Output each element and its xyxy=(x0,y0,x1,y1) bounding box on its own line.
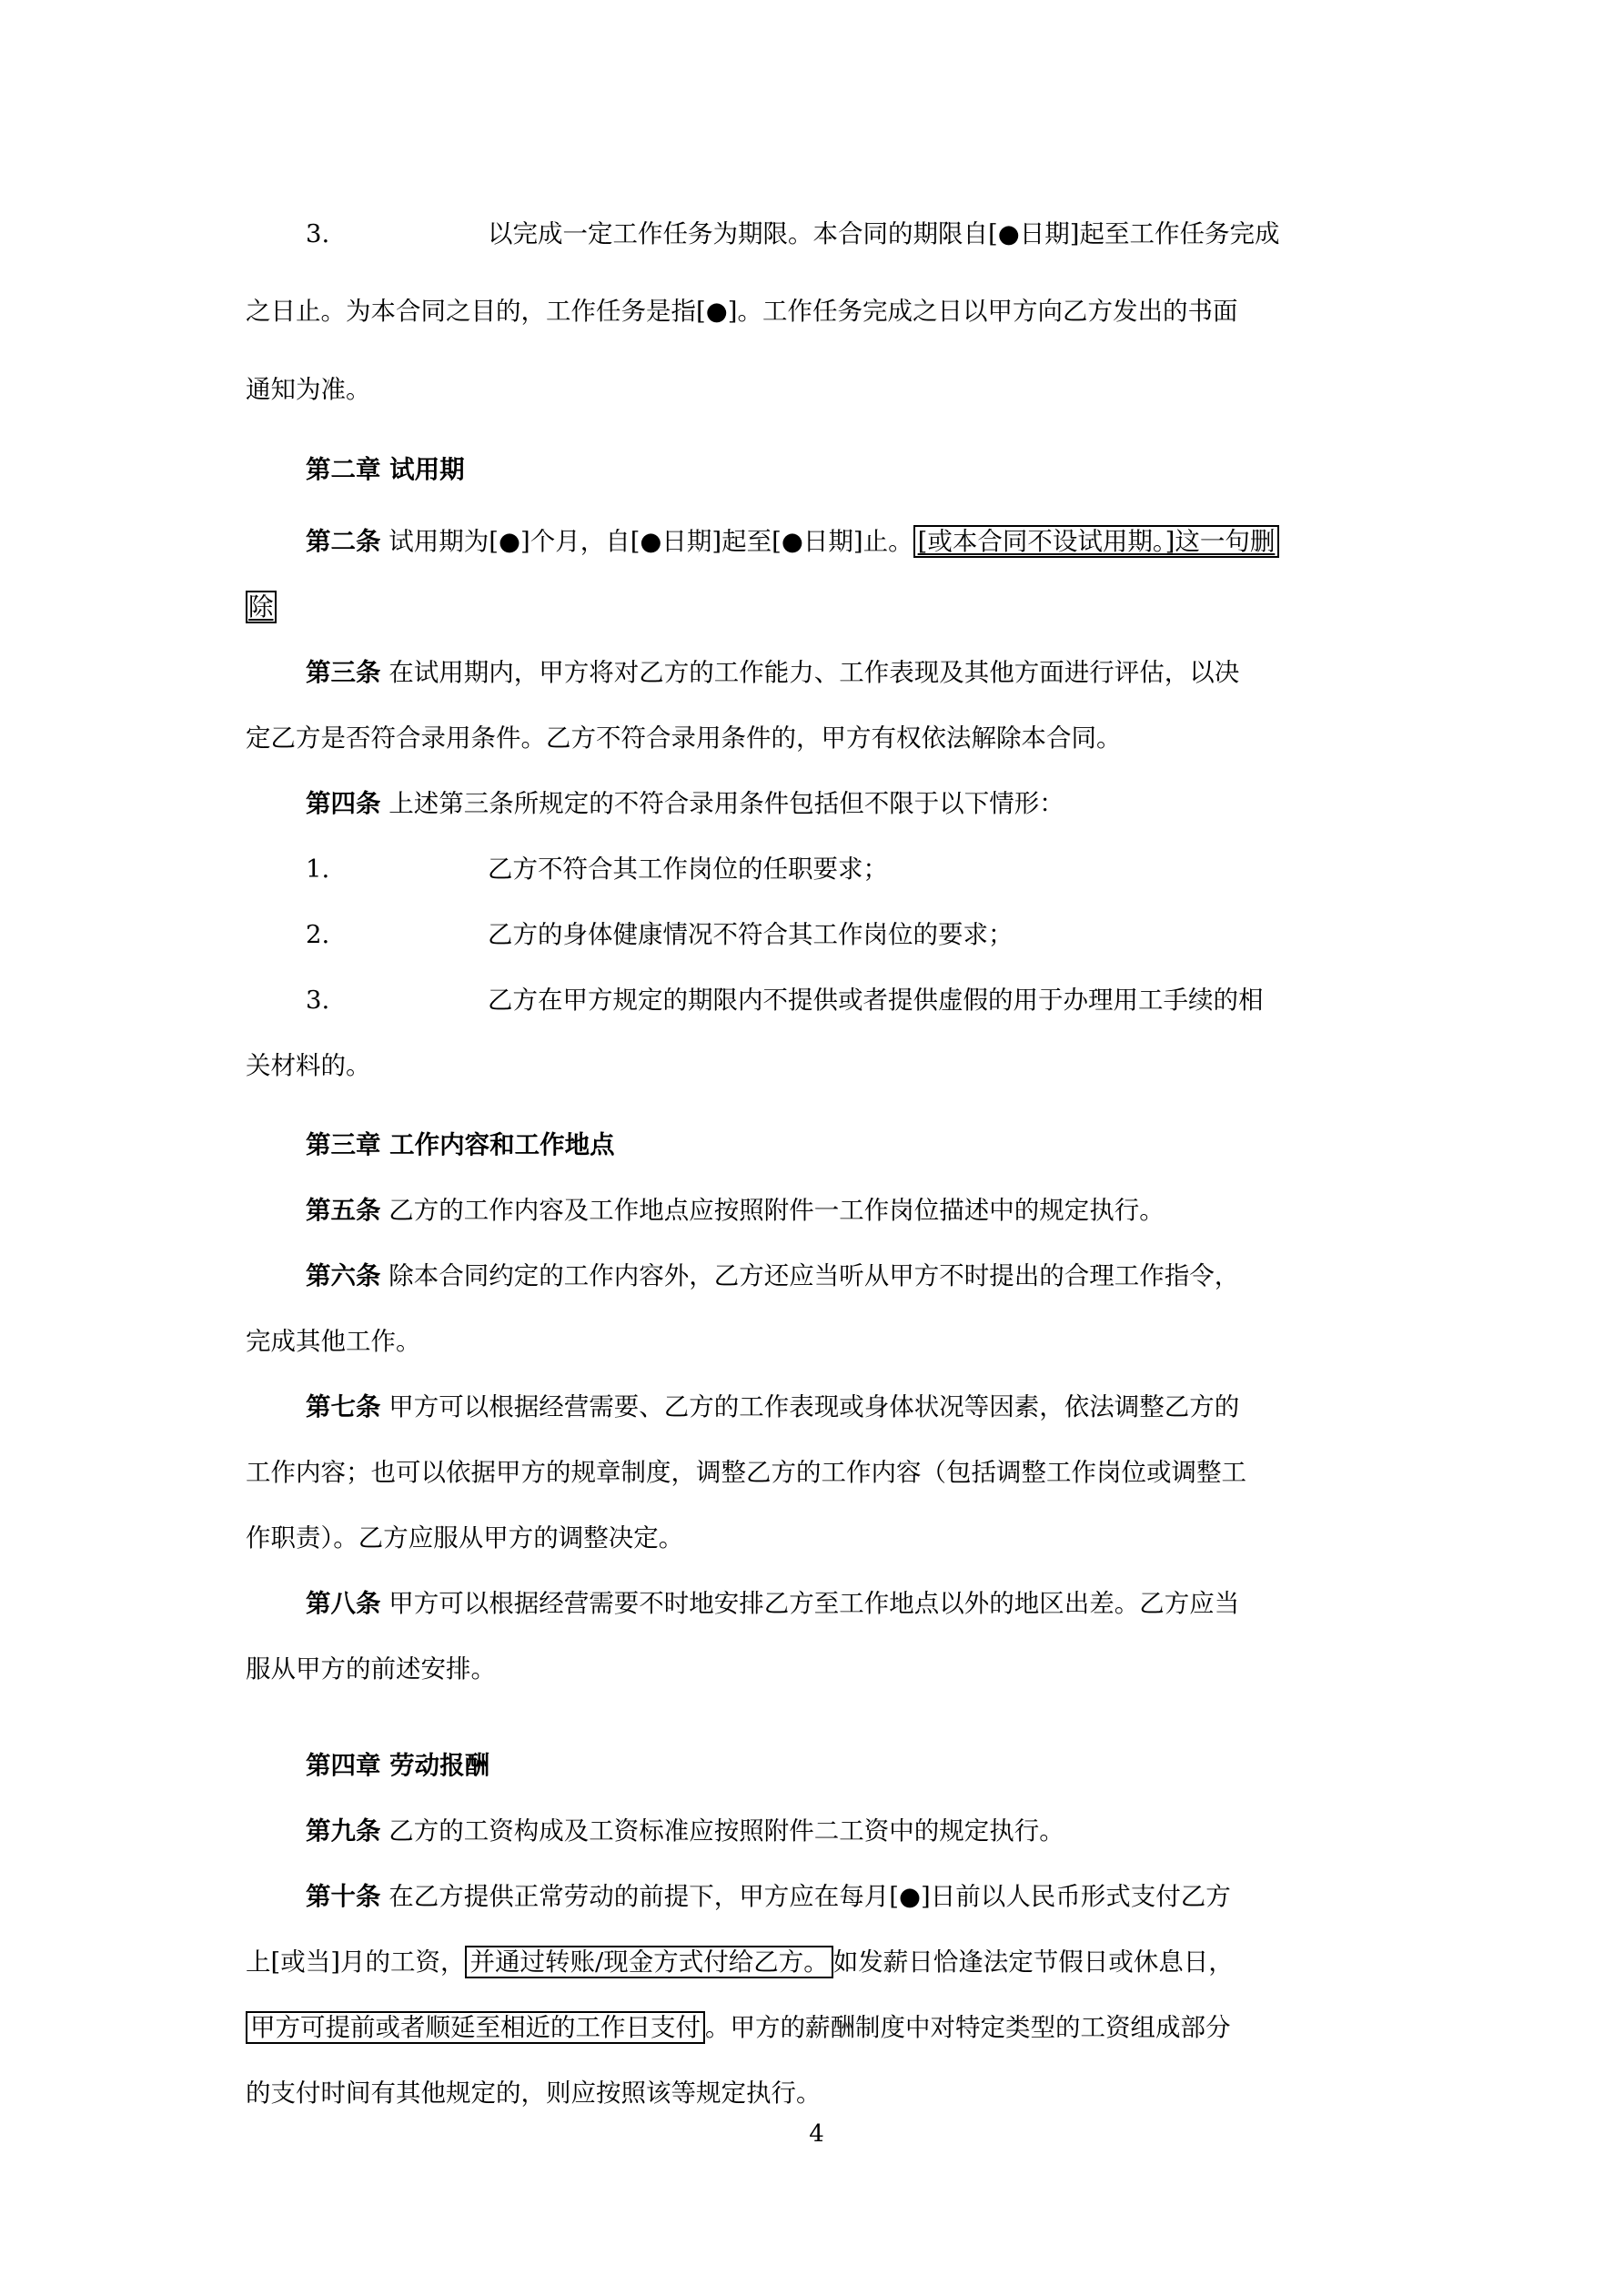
list-number: 3. xyxy=(306,986,330,1015)
list-item: 3. 乙方在甲方规定的期限内不提供或者提供虚假的用于办理用工手续的相 xyxy=(246,967,1447,1033)
list-number: 2. xyxy=(306,920,330,949)
list-number: 3. xyxy=(306,219,330,248)
list-item-cont: 关材料的。 xyxy=(246,1051,371,1080)
list-item: 2. 乙方的身体健康情况不符合其工作岗位的要求； xyxy=(246,902,1447,967)
boxed-deletion-note-cont: 除 xyxy=(246,591,277,623)
article-7-line1: 第七条 甲方可以根据经营需要、乙方的工作表现或身体状况等因素，依法调整乙方的 xyxy=(306,1392,1240,1421)
article-10-line2: 上[或当]月的工资， 并通过转账/现金方式付给乙方。 如发薪日恰逢法定节假日或休息日， xyxy=(246,1947,1234,1977)
article-10-line3: 甲方可提前或者顺延至相近的工作日支付 。甲方的薪酬制度中对特定类型的工资组成部分 xyxy=(246,1995,1387,2060)
chapter-title: 第四章 劳动报酬 xyxy=(306,1751,490,1780)
article-2-cont xyxy=(246,574,1387,640)
list-item-3-line3: 通知为准。 xyxy=(246,375,371,404)
article-4: 第四条 上述第三条所规定的不符合录用条件包括但不限于以下情形： xyxy=(306,789,1064,818)
article-label: 第四条 xyxy=(306,789,381,818)
article-6-line2: 完成其他工作。 xyxy=(246,1327,421,1356)
list-number: 1. xyxy=(306,855,330,884)
article-3-line1: 第三条 在试用期内，甲方将对乙方的工作能力、工作表现及其他方面进行评估，以决 xyxy=(306,658,1240,687)
article-6-line1: 第六条 除本合同约定的工作内容外，乙方还应当听从甲方不时提出的合理工作指令， xyxy=(306,1261,1240,1290)
boxed-payment-method: 并通过转账/现金方式付给乙方。 xyxy=(465,1946,832,1978)
article-label: 第三条 xyxy=(306,658,381,687)
article-8-line2: 服从甲方的前述安排。 xyxy=(246,1654,496,1684)
article-7-line3: 作职责）。乙方应服从甲方的调整决定。 xyxy=(246,1523,684,1553)
page-number: 4 xyxy=(809,2120,824,2148)
boxed-payment-adjustment: 甲方可提前或者顺延至相近的工作日支付 xyxy=(246,2011,705,2044)
article-5: 第五条 乙方的工作内容及工作地点应按照附件一工作岗位描述中的规定执行。 xyxy=(306,1196,1165,1225)
article-label: 第五条 xyxy=(306,1196,381,1225)
chapter-title: 第二章 试用期 xyxy=(306,455,465,484)
article-label: 第七条 xyxy=(306,1392,381,1421)
article-8-line1: 第八条 甲方可以根据经营需要不时地安排乙方至工作地点以外的地区出差。乙方应当 xyxy=(306,1589,1240,1618)
article-label: 第二条 xyxy=(306,527,381,556)
boxed-deletion-note: [或本合同不设试用期。]这一句删 xyxy=(913,525,1280,558)
chapter-title: 第三章 工作内容和工作地点 xyxy=(306,1130,615,1159)
article-2: 第二条 试用期为[●]个月，自[●日期]起至[●日期]止。 [或本合同不设试用期。]这一句删 xyxy=(246,509,1447,574)
article-label: 第十条 xyxy=(306,1882,381,1911)
article-3-line2: 定乙方是否符合录用条件。乙方不符合录用条件的，甲方有权依法解除本合同。 xyxy=(246,723,1122,753)
article-label: 第六条 xyxy=(306,1261,381,1290)
list-item-3-line1: 3. 以完成一定工作任务为期限。本合同的期限自[●日期]起至工作任务完成 xyxy=(246,201,1387,267)
article-label: 第八条 xyxy=(306,1589,381,1618)
article-10-line4: 的支付时间有其他规定的，则应按照该等规定执行。 xyxy=(246,2079,822,2108)
article-7-line2: 工作内容；也可以依据甲方的规章制度，调整乙方的工作内容（包括调整工作岗位或调整工 xyxy=(246,1458,1246,1487)
article-9: 第九条 乙方的工资构成及工资标准应按照附件二工资中的规定执行。 xyxy=(306,1816,1064,1846)
article-label: 第九条 xyxy=(306,1816,381,1846)
list-item-3-line2: 之日止。为本合同之目的，工作任务是指[●]。工作任务完成之日以甲方向乙方发出的书面 xyxy=(246,297,1238,326)
article-10-line1: 第十条 在乙方提供正常劳动的前提下，甲方应在每月[●]日前以人民币形式支付乙方 xyxy=(306,1882,1231,1911)
list-item: 1. 乙方不符合其工作岗位的任职要求； xyxy=(246,836,1447,902)
